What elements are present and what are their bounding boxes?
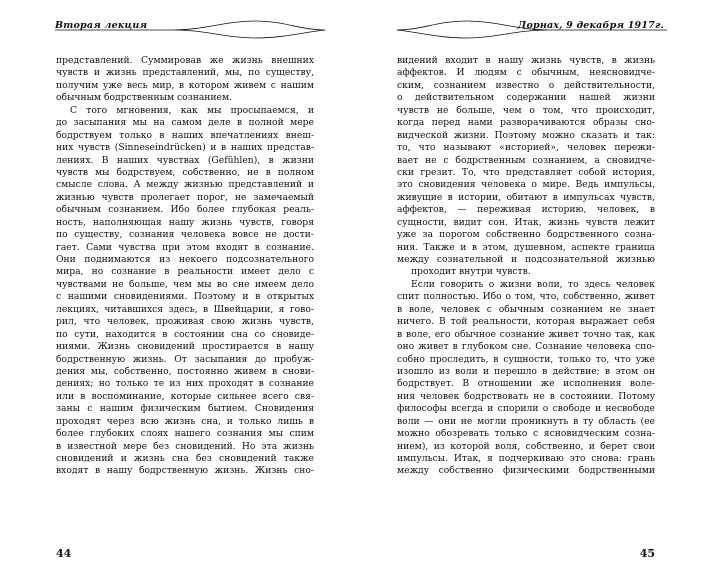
header-ornament-left bbox=[55, 18, 325, 40]
text-line: видений входит в нашу жизнь чувств, в жизнь bbox=[397, 55, 655, 66]
text-line: или в воспоминание, которые сильнее всего свя- bbox=[56, 390, 314, 402]
text-line: ния человек бодрствовать не в состоянии. Потому bbox=[397, 390, 655, 402]
text-line: более глубоких слоях нашего сознания мы спим bbox=[56, 428, 314, 440]
text-line: до засыпания мы на самом деле в полной мере bbox=[56, 117, 314, 129]
text-line: мира, но сознание в реальности имеет дело с bbox=[56, 266, 314, 278]
text-line: заны с нашим физическим бытием. Сновидения bbox=[56, 403, 314, 415]
text-line: когда перед нами разворачиваются образы сно- bbox=[397, 117, 655, 129]
text-line: оно живет в глубоком сне. Сознание человека спо- bbox=[397, 341, 655, 353]
text-line: обычным бодрственным сознанием. bbox=[56, 92, 233, 104]
text-line: ски грезит. То, что представляет собой история, bbox=[397, 166, 655, 178]
text-line: то, что называют «историей», человек пережи- bbox=[397, 142, 655, 154]
text-line: проходят через всю жизнь сна, и только лишь в bbox=[56, 415, 314, 427]
text-line: аффектов. И людям с обычным, неясновидче- bbox=[397, 67, 655, 79]
header-ornament-right bbox=[397, 18, 667, 40]
text-line: живущие в истории, обитают в импульсах чувств, bbox=[397, 191, 655, 203]
left-body-text bbox=[56, 55, 314, 478]
text-line: по существу, сознания человека вовсе не дости- bbox=[56, 229, 314, 241]
text-line: ниями. Жизнь сновидений простирается в нашу bbox=[56, 341, 314, 353]
right-body-text bbox=[397, 55, 655, 478]
text-line: ность, наполняющая нашу жизнь чувств, говоря bbox=[56, 216, 314, 228]
running-head-left: Вторая лекция bbox=[55, 20, 148, 31]
text-line: в воле, его обычное сознание живет точно так, как bbox=[397, 328, 655, 340]
text-line: ничего. В той реальности, которая выражает себя bbox=[397, 316, 655, 328]
text-line: философы всегда и спорили о свободе и несвободе bbox=[397, 403, 655, 415]
text-line: изошло из воли и перешло в действие; в этом он bbox=[397, 365, 655, 377]
text-line: бодрственную жизнь. От засыпания до пробуж- bbox=[56, 353, 314, 365]
text-line: уже за порогом собственно бодрственного созна- bbox=[397, 229, 655, 241]
text-line: о действительном содержании нашей жизни bbox=[397, 92, 655, 104]
text-line: бодрствуем только в наших впечатлениях внеш- bbox=[56, 129, 314, 141]
page-number-right: 45 bbox=[639, 547, 655, 560]
text-line: смысле слова. А между жизнью представлений и bbox=[56, 179, 314, 191]
text-line: получим уже весь мир, в котором живем с нашим bbox=[56, 79, 314, 91]
text-line: это сновидения человека о мире. Ведь импульсы, bbox=[397, 179, 655, 191]
text-line: чувств и жизнь представлений, мы, по существу, bbox=[56, 67, 314, 79]
text-line: лекциях, читавшихся здесь, в Швейцарии, я гово- bbox=[56, 303, 314, 315]
text-line: собно проследить, в сущности, только то, что уже bbox=[397, 353, 655, 365]
text-line: спит полностью. Ибо о том, что, собственно, живет bbox=[397, 291, 655, 303]
text-line: сновидений и жизнь сна без сновидений также bbox=[56, 453, 314, 464]
text-line: жизнью чувств пролегает порог, не замечаемый bbox=[56, 191, 314, 203]
text-line: воли — они не могли проникнуть в ту область (ее bbox=[397, 415, 655, 427]
text-line: лениях. В наших чувствах (Gefühlen), в жизни bbox=[56, 154, 314, 166]
text-line: входят в нашу бодрственную жизнь. Жизнь сно- bbox=[56, 465, 314, 477]
text-line: представлений. Суммировав же жизнь внешних bbox=[56, 55, 314, 66]
text-line: в известной мере без сновидений. Но эта жизнь bbox=[56, 440, 314, 452]
text-line: сущности, видит сон. Итак, жизнь чувств лежит bbox=[397, 216, 655, 228]
page-number-left: 44 bbox=[56, 547, 72, 560]
left-page bbox=[0, 0, 354, 567]
text-line: дениях; но только те из них проходят в сознание bbox=[56, 378, 314, 390]
text-line: С того мгновения, как мы просыпаемся, и bbox=[70, 104, 314, 116]
text-line: Если говорить о жизни воли, то здесь человек bbox=[411, 278, 655, 290]
text-line: рил, что человек, проживая свою жизнь чувств, bbox=[56, 316, 314, 328]
text-line: чувств мы бодрствуем, собственно, не в полном bbox=[56, 166, 314, 178]
text-line: в воле, человек с обычным сознанием не знает bbox=[397, 303, 655, 315]
text-line: видческой жизни. Поэтому можно сказать и так: bbox=[397, 129, 655, 141]
text-line: между собственно физическими бодрственными bbox=[397, 465, 655, 477]
text-line: бодрствует. В отношении же исполнения воле- bbox=[397, 378, 655, 390]
text-line: дения мы, собственно, постоянно живем в снови- bbox=[56, 365, 314, 377]
text-line: импульсы. Итак, я подчеркиваю это снова: грань bbox=[397, 453, 655, 464]
text-line: вает не с бодрственным сознанием, а сновидче- bbox=[397, 154, 655, 166]
text-line: обычным сознанием. Ибо более глубокая реаль- bbox=[56, 204, 314, 216]
text-line: с нашими сновидениями. Поэтому и в открытых bbox=[56, 291, 314, 303]
text-line: ским, сознанием известно о действительности, bbox=[397, 79, 655, 91]
text-line: чувств не больше, чем о том, что происходит, bbox=[397, 104, 655, 116]
text-line: между сознательной и подсознательной жизнью bbox=[397, 254, 655, 265]
text-line: проходит внутри чувств. bbox=[411, 266, 531, 278]
text-line: Они поднимаются из некоего подсознательного bbox=[56, 254, 314, 265]
text-line: гает. Сами чувства при этом входят в сознание. bbox=[56, 241, 314, 253]
text-line: по сути, находится в состоянии сна со сновиде- bbox=[56, 328, 314, 340]
running-head-right: Дорнах, 9 декабря 1917г. bbox=[517, 20, 664, 31]
text-line: можно обозревать только с ясновидческим созна- bbox=[397, 428, 655, 440]
text-line: ния. Также и в этом, душевном, аспекте граница bbox=[397, 241, 655, 253]
text-line: аффектов, — переживая историю, человек, в bbox=[397, 204, 655, 216]
text-line: чувствами не больше, чем мы во сне имеем дело bbox=[56, 278, 314, 290]
text-line: нием), из которой воля, собственно, и берет свои bbox=[397, 440, 655, 452]
right-page bbox=[355, 0, 709, 567]
text-line: них чувств (Sinneseindrücken) и в наших представ- bbox=[56, 142, 314, 154]
